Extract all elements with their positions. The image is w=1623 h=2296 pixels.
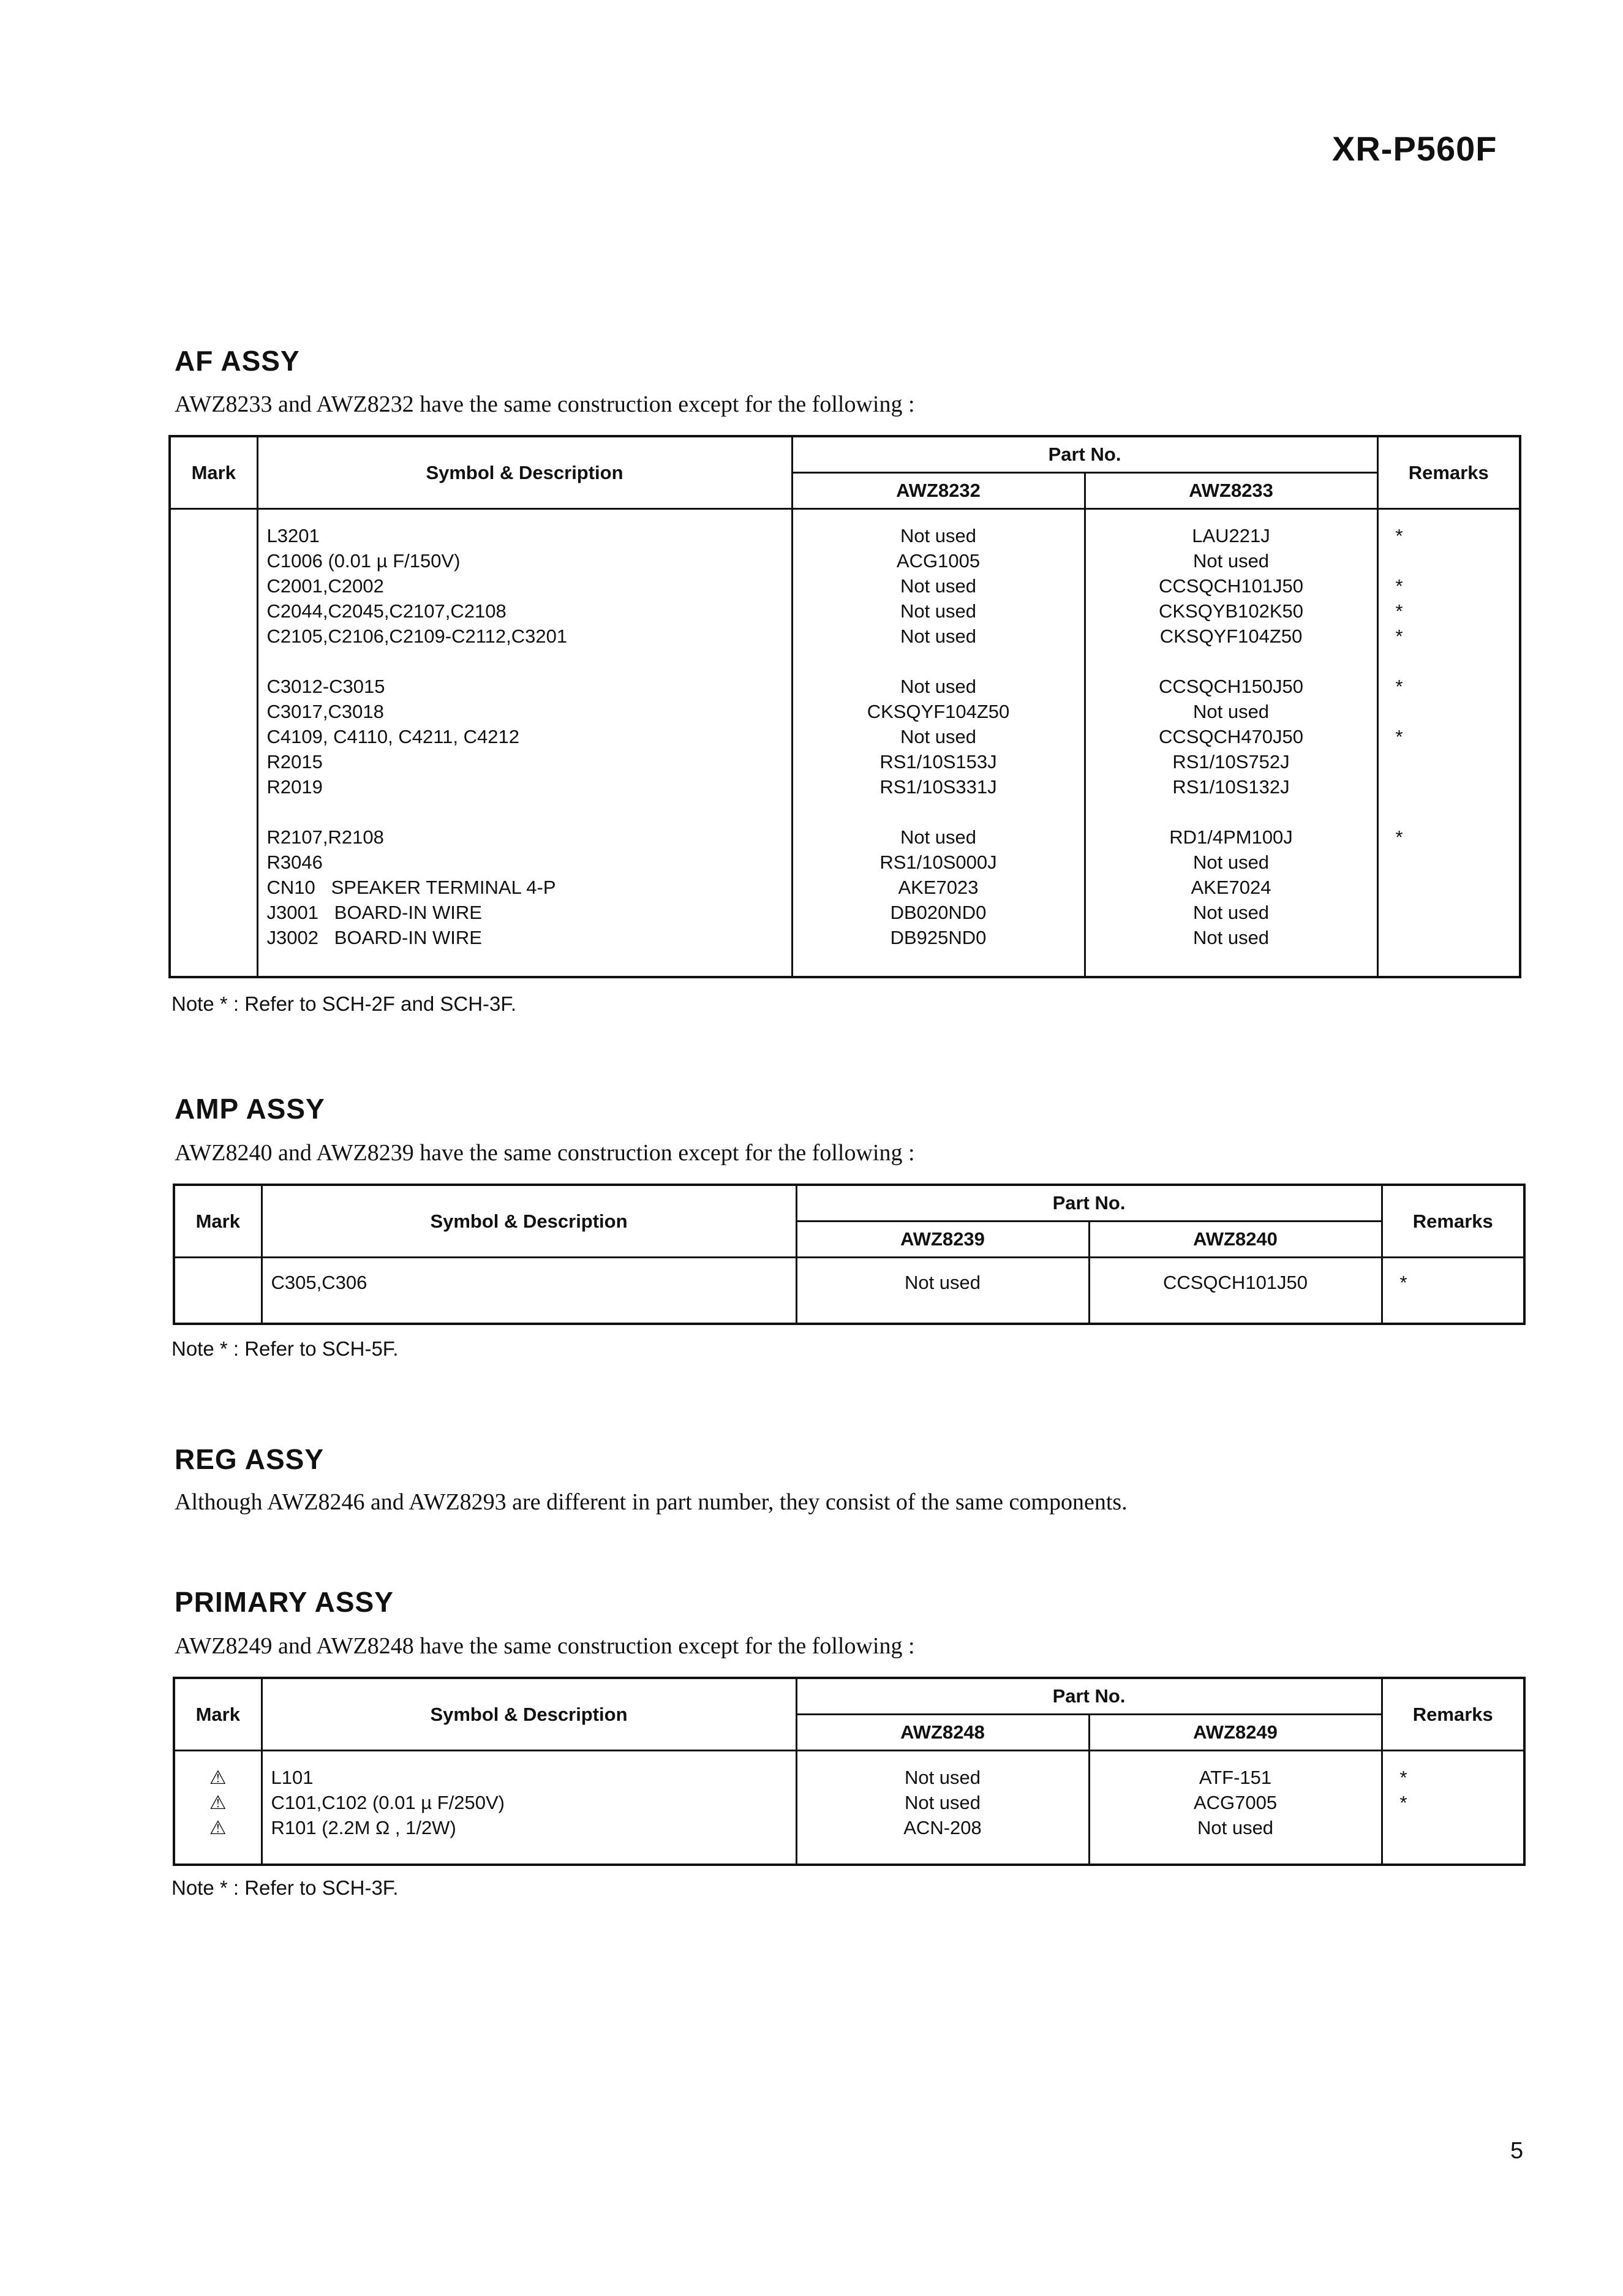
- cell-line: DB020ND0: [890, 902, 987, 923]
- cell-line: L3201: [266, 525, 320, 546]
- remarks-header: Remarks: [1382, 1678, 1524, 1751]
- cell-line: RS1/10S132J: [1172, 776, 1290, 798]
- cell-line: Not used: [1197, 1817, 1274, 1838]
- mark-header: Mark: [170, 436, 257, 509]
- cell-line: *: [1395, 575, 1403, 597]
- mark-cell: [174, 1258, 262, 1324]
- awz8240-cell: CCSQCH101J50: [1089, 1258, 1382, 1324]
- cell-line: [1400, 1815, 1524, 1840]
- cell-line: C4109, C4110, C4211, C4212: [266, 726, 519, 747]
- cell-line: Not used: [900, 826, 977, 848]
- cell-line: CCSQCH470J50: [1158, 726, 1304, 747]
- remarks-cell: [1382, 1751, 1524, 1865]
- part-no-header: Part No.: [796, 1678, 1382, 1715]
- awz8232-cell: [792, 509, 1085, 977]
- cell-line: CN10 SPEAKER TERMINAL 4-P: [266, 877, 556, 898]
- part-no-header: Part No.: [796, 1185, 1382, 1222]
- awz8248-header: AWZ8248: [796, 1715, 1089, 1751]
- cell-line: *: [1395, 525, 1403, 546]
- cell-line: [1396, 699, 1519, 724]
- reg-assy-title: REG ASSY: [175, 1443, 325, 1475]
- cell-line: R2019: [266, 776, 323, 798]
- awz8240-header: AWZ8240: [1089, 1222, 1382, 1258]
- primary-assy-table: [173, 1677, 1526, 1866]
- primary-assy-intro: AWZ8249 and AWZ8248 have the same construction except for the following :: [175, 1633, 915, 1659]
- cell-line: *: [1399, 1767, 1407, 1788]
- model-number: XR-P560F: [1332, 129, 1497, 168]
- amp-assy-table: [173, 1184, 1526, 1325]
- cell-line: R101 (2.2M Ω , 1/2W): [271, 1817, 456, 1838]
- cell-line: *: [1395, 726, 1403, 747]
- cell-line: [1396, 925, 1519, 950]
- cell-line: R2107,R2108: [266, 826, 384, 848]
- cell-line: Not used: [900, 600, 977, 622]
- awz8249-header: AWZ8249: [1089, 1715, 1382, 1751]
- symbol-cell: C305,C306: [262, 1258, 796, 1324]
- cell-line: Not used: [1192, 927, 1270, 948]
- primary-assy-note: Note * : Refer to SCH-3F.: [171, 1876, 399, 1899]
- cell-line: Not used: [900, 676, 977, 697]
- cell-line: [1396, 900, 1519, 925]
- cell-line: R3046: [266, 852, 323, 873]
- awz8248-cell: [796, 1751, 1089, 1865]
- af-assy-table: [168, 435, 1521, 978]
- cell-line: RS1/10S752J: [1172, 751, 1290, 772]
- primary-assy-title: PRIMARY ASSY: [175, 1586, 394, 1618]
- part-no-header: Part No.: [792, 436, 1377, 473]
- cell-line: CKSQYF104Z50: [1159, 625, 1303, 647]
- page-number: 5: [1510, 2138, 1524, 2164]
- cell-line: Not used: [1192, 902, 1270, 923]
- cell-line: J3001 BOARD-IN WIRE: [266, 902, 482, 923]
- table-row: [174, 1258, 1524, 1324]
- af-assy-intro: AWZ8233 and AWZ8232 have the same construction except for the following :: [175, 391, 915, 417]
- cell-line: [1396, 548, 1519, 573]
- cell-line: L101: [271, 1767, 314, 1788]
- mark-header: Mark: [174, 1185, 262, 1258]
- cell-line: AKE7023: [898, 877, 979, 898]
- af-assy-title: AF ASSY: [175, 345, 300, 377]
- cell-line: [1396, 875, 1519, 900]
- warning-icon: ⚠: [209, 1792, 227, 1813]
- remarks-header: Remarks: [1377, 436, 1520, 509]
- warning-icon: ⚠: [209, 1767, 227, 1788]
- cell-line: *: [1399, 1792, 1407, 1813]
- awz8239-header: AWZ8239: [796, 1222, 1089, 1258]
- cell-line: RS1/10S000J: [879, 852, 997, 873]
- cell-line: RD1/4PM100J: [1169, 826, 1293, 848]
- awz8233-cell: [1085, 509, 1377, 977]
- cell-line: C2044,C2045,C2107,C2108: [266, 600, 506, 622]
- symbol-cell: [257, 509, 792, 977]
- awz8249-cell: [1089, 1751, 1382, 1865]
- cell-line: Not used: [904, 1792, 981, 1813]
- cell-line: LAU221J: [1192, 525, 1270, 546]
- mark-cell: [170, 509, 257, 977]
- symbol-header: Symbol & Description: [262, 1678, 796, 1751]
- symbol-cell: [262, 1751, 796, 1865]
- cell-line: C3012-C3015: [266, 676, 385, 697]
- mark-cell: [174, 1751, 262, 1865]
- cell-line: Not used: [1192, 852, 1270, 873]
- cell-line: C2001,C2002: [266, 575, 384, 597]
- cell-line: RS1/10S331J: [879, 776, 997, 798]
- cell-line: *: [1395, 600, 1403, 622]
- awz8233-header: AWZ8233: [1085, 473, 1377, 509]
- cell-line: CCSQCH150J50: [1158, 676, 1304, 697]
- mark-header: Mark: [174, 1678, 262, 1751]
- remarks-cell: [1377, 509, 1520, 977]
- cell-line: CKSQYF104Z50: [867, 701, 1010, 722]
- cell-line: Not used: [900, 625, 977, 647]
- cell-line: CKSQYB102K50: [1158, 600, 1304, 622]
- symbol-header: Symbol & Description: [257, 436, 792, 509]
- cell-line: ATF-151: [1199, 1767, 1272, 1788]
- cell-line: CCSQCH101J50: [1158, 575, 1304, 597]
- cell-line: Not used: [1192, 550, 1270, 572]
- awz8232-header: AWZ8232: [792, 473, 1085, 509]
- remarks-cell: *: [1382, 1258, 1524, 1324]
- cell-line: ACG7005: [1193, 1792, 1278, 1813]
- amp-assy-title: AMP ASSY: [175, 1093, 325, 1125]
- cell-line: [1396, 774, 1519, 799]
- af-assy-note: Note * : Refer to SCH-2F and SCH-3F.: [171, 992, 517, 1015]
- cell-line: C1006 (0.01 µ F/150V): [266, 550, 461, 572]
- cell-line: AKE7024: [1191, 877, 1271, 898]
- cell-line: C101,C102 (0.01 µ F/250V): [271, 1792, 505, 1813]
- cell-line: DB925ND0: [890, 927, 987, 948]
- cell-line: *: [1395, 676, 1403, 697]
- amp-assy-note: Note * : Refer to SCH-5F.: [171, 1337, 399, 1360]
- cell-line: Not used: [900, 525, 977, 546]
- cell-line: [1396, 749, 1519, 774]
- cell-line: C2105,C2106,C2109-C2112,C3201: [266, 625, 568, 647]
- amp-assy-intro: AWZ8240 and AWZ8239 have the same construction except for the following :: [175, 1140, 915, 1166]
- symbol-header: Symbol & Description: [262, 1185, 796, 1258]
- cell-line: RS1/10S153J: [879, 751, 997, 772]
- awz8239-cell: Not used: [796, 1258, 1089, 1324]
- cell-line: Not used: [904, 1767, 981, 1788]
- remarks-header: Remarks: [1382, 1185, 1524, 1258]
- cell-line: C3017,C3018: [266, 701, 384, 722]
- cell-line: ACG1005: [896, 550, 981, 572]
- cell-line: *: [1395, 625, 1403, 647]
- cell-line: [1396, 850, 1519, 875]
- cell-line: Not used: [900, 726, 977, 747]
- cell-line: *: [1395, 826, 1403, 848]
- cell-line: J3002 BOARD-IN WIRE: [266, 927, 482, 948]
- cell-line: R2015: [266, 751, 323, 772]
- cell-line: Not used: [1192, 701, 1270, 722]
- warning-icon: ⚠: [209, 1817, 227, 1838]
- cell-line: Not used: [900, 575, 977, 597]
- cell-line: ACN-208: [903, 1817, 982, 1838]
- reg-assy-intro: Although AWZ8246 and AWZ8293 are different in part number, they consist of the same components.: [175, 1489, 1128, 1515]
